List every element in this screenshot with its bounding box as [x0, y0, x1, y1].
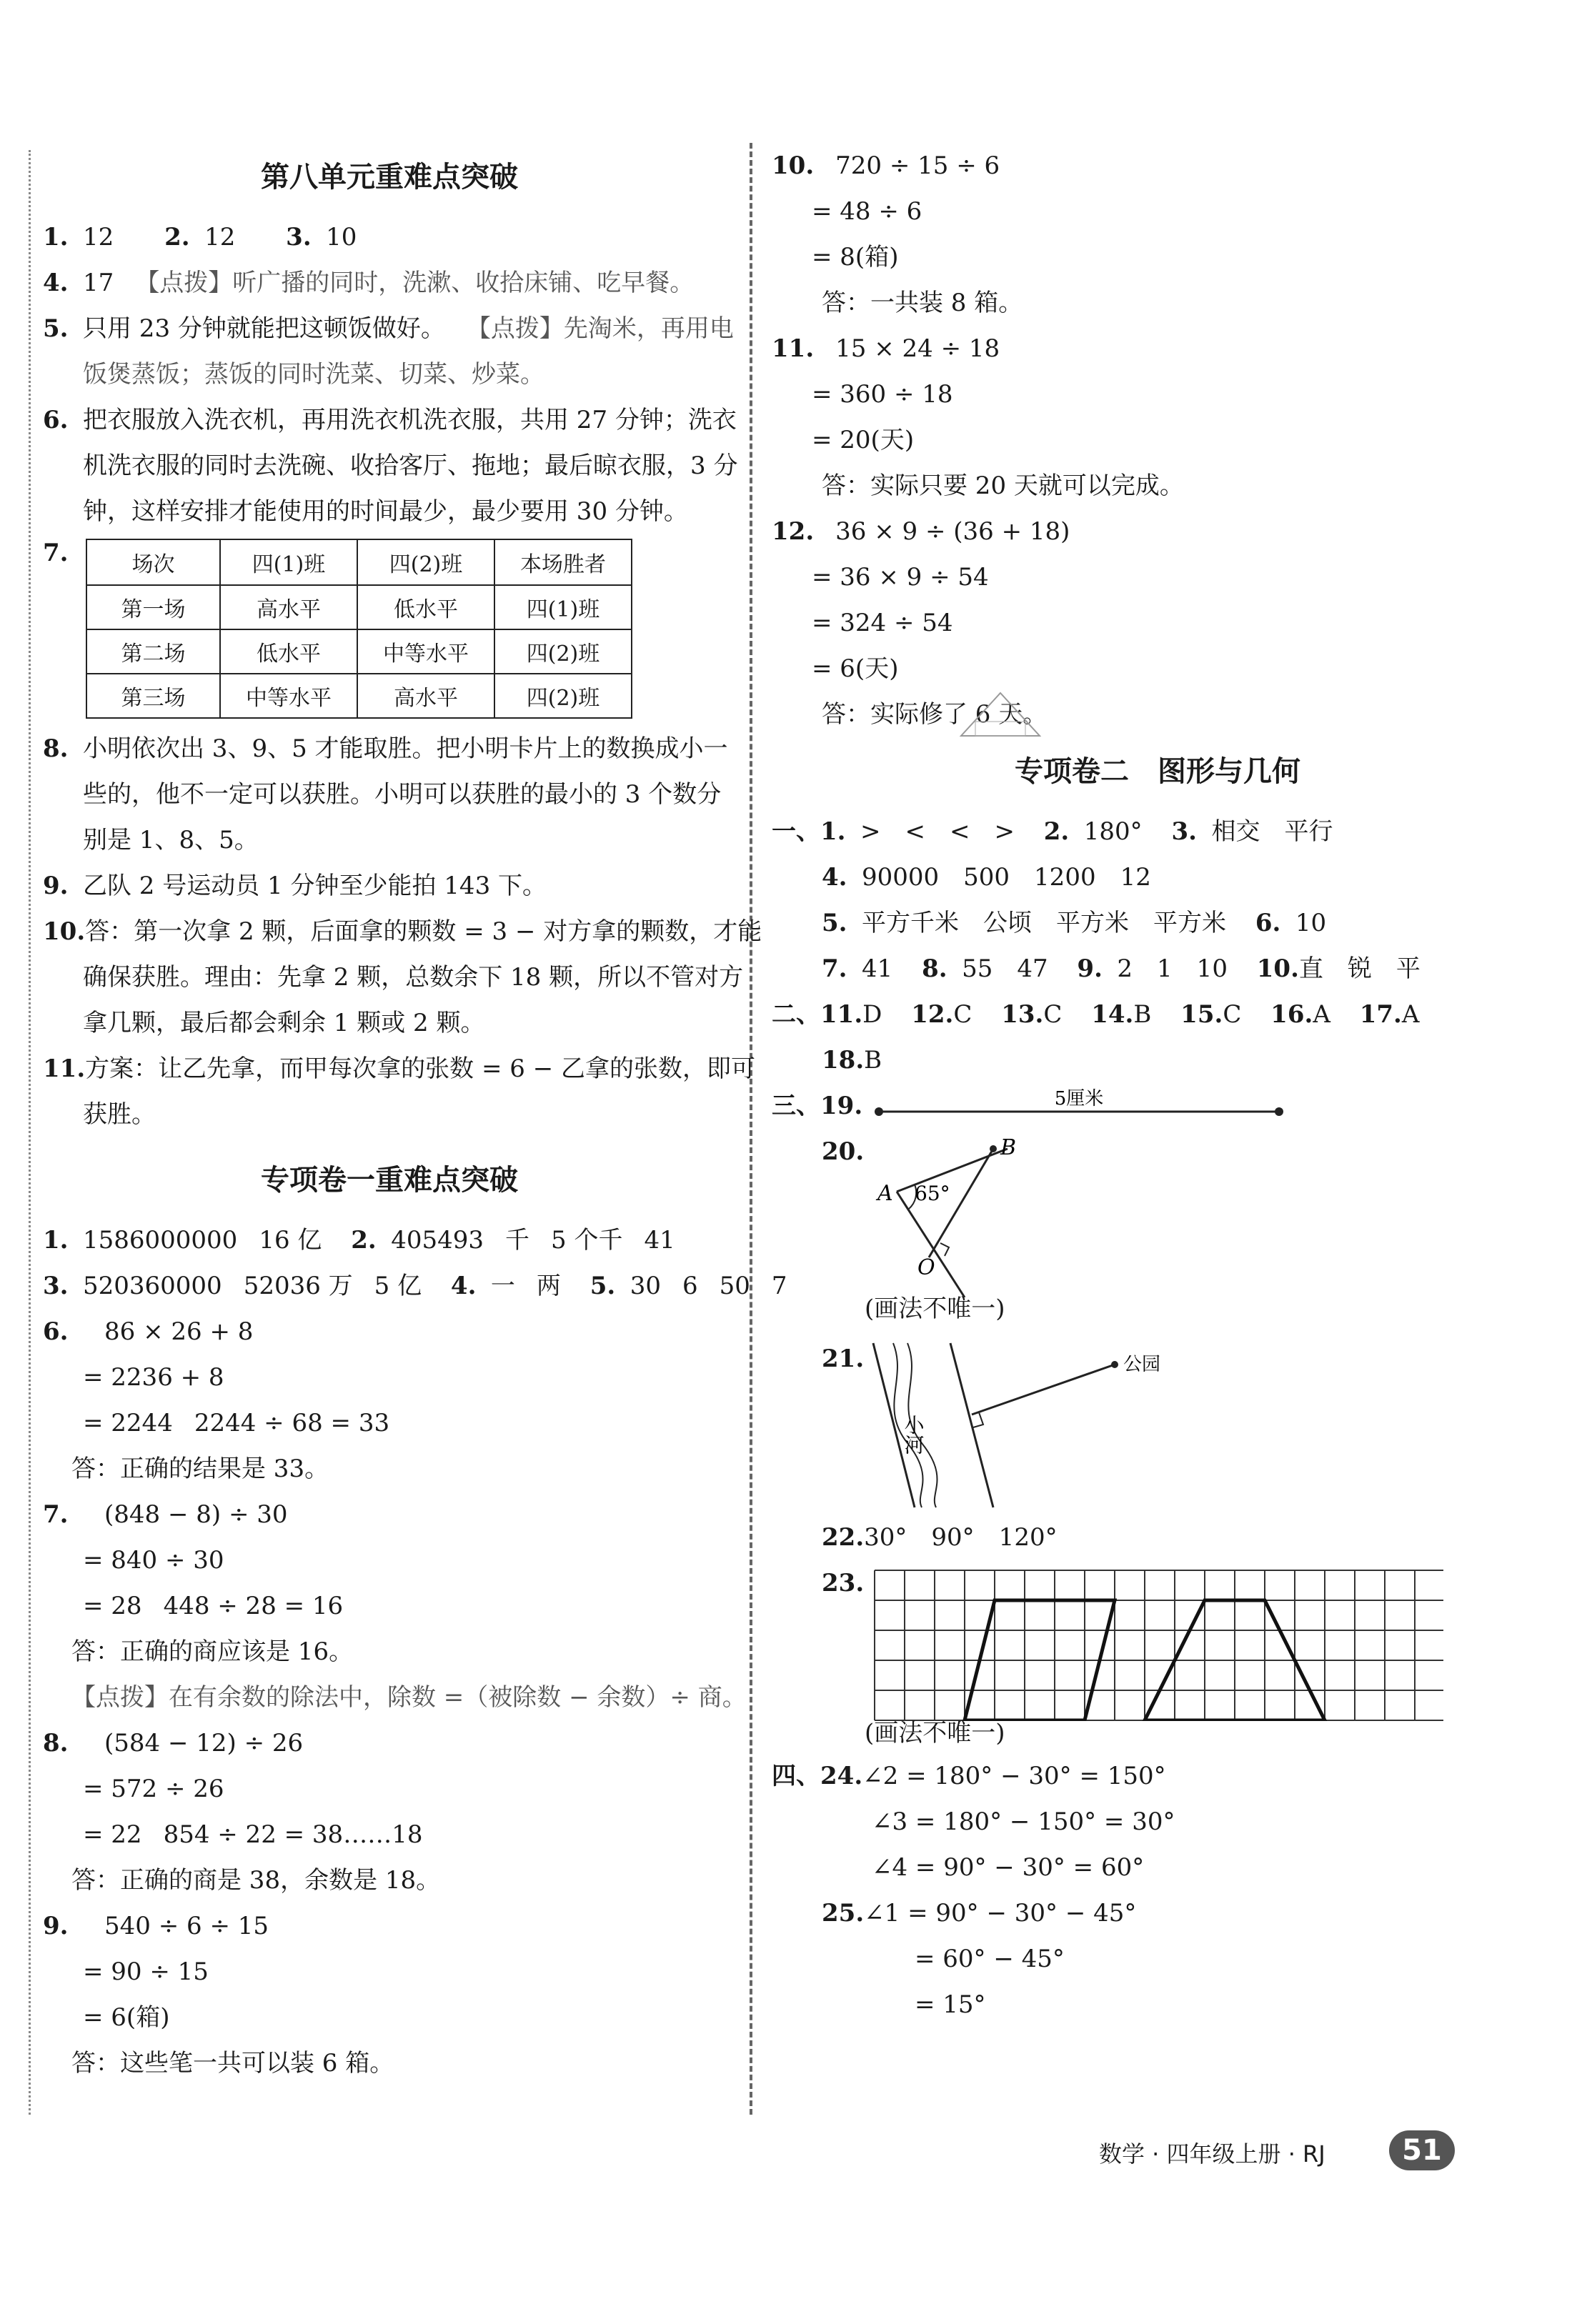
s1-answer-8: 8. (584 − 12) ÷ 26 — [43, 1729, 304, 1757]
column-divider — [750, 143, 752, 2115]
s1-6-answer: 答：正确的结果是 33。 — [71, 1455, 329, 1483]
table-header-cell: 四(2)班 — [357, 539, 494, 585]
answer-8: 8. 小明依次出 3、9、5 才能取胜。把小明卡片上的数换成小一 — [43, 734, 728, 763]
s1-answer-3-5: 3. 520360000 52036 万 5 亿 4. 一 两 5. 30 6 50 7 — [43, 1272, 787, 1300]
s2-answer-24: 四、24.∠2 = 180° − 30° = 150° — [772, 1762, 1166, 1790]
answer-11-line2: 获胜。 — [83, 1100, 156, 1129]
s1-answer-1-2: 1. 1586000000 16 亿 2. 405493 千 5 个千 41 — [43, 1226, 675, 1255]
answer-9: 9. 乙队 2 号运动员 1 分钟至少能拍 143 下。 — [43, 872, 547, 900]
answer-7: 7. 场次 四(1)班 四(2)班 本场胜者 第一场 高水平 低水平 四(1)班 第二场 低水平 中等水平 四(2)班 第三场 中等水平 高水平 四(2)班 — [43, 539, 736, 719]
park-label: 公园 — [1123, 1354, 1161, 1375]
point-o-label: O — [917, 1255, 935, 1280]
answer-4: 4. 17 【点拨】听广播的同时，洗漱、收拾床铺、吃早餐。 — [43, 269, 695, 297]
table-header-cell: 本场胜者 — [494, 539, 632, 585]
s1-12-answer: 答：实际修了 6 天。 — [822, 700, 1048, 729]
s1-6-step: = 2236 + 8 — [83, 1363, 224, 1392]
table-cell: 四(2)班 — [494, 629, 632, 674]
answer-8-line3: 别是 1、8、5。 — [83, 826, 259, 854]
s1-7-answer: 答：正确的商应该是 16。 — [71, 1637, 354, 1666]
s1-9-step: = 90 ÷ 15 — [83, 1958, 209, 1986]
s1-11-step: = 360 ÷ 18 — [812, 380, 953, 409]
table-cell: 高水平 — [357, 674, 494, 718]
s1-9-step: = 6(箱) — [83, 2003, 170, 2032]
s1-10-answer: 答：一共装 8 箱。 — [822, 289, 1023, 317]
table-cell: 中等水平 — [220, 674, 357, 718]
line-segment-figure — [872, 1083, 1358, 1129]
s2-part2-row2: 18.B — [822, 1046, 882, 1074]
s2-25-step: = 60° − 45° — [915, 1945, 1065, 1973]
answer-10-line2: 确保获胜。理由：先拿 2 颗，总数余下 18 颗，所以不管对方 — [83, 963, 744, 992]
table-cell: 低水平 — [220, 629, 357, 674]
s1-12-step: = 324 ÷ 54 — [812, 609, 953, 637]
table-header-cell: 场次 — [86, 539, 220, 585]
s1-answer-7: 7. (848 − 8) ÷ 30 — [43, 1500, 288, 1529]
answer-10: 10.答：第一次拿 2 颗，后面拿的颗数 = 3 − 对方拿的颗数，才能 — [43, 917, 762, 946]
answer-5-tip: 饭煲蒸饭；蒸饭的同时洗菜、切菜、炒菜。 — [83, 360, 544, 389]
river-park-figure — [872, 1336, 1243, 1515]
s1-answer-6: 6. 86 × 26 + 8 — [43, 1317, 254, 1346]
table-cell: 第三场 — [86, 674, 220, 718]
answer-11: 11.方案：让乙先拿，而甲每次拿的张数 = 6 − 乙拿的张数，即可 — [43, 1054, 755, 1083]
s2-part1-row4: 7. 41 8. 55 47 9. 2 1 10 10.直 锐 平 — [822, 954, 1421, 983]
unit8-title: 第八单元重难点突破 — [261, 160, 518, 194]
s1-answer-9: 9. 540 ÷ 6 ÷ 15 — [43, 1912, 269, 1940]
special2-title: 专项卷二 图形与几何 — [1015, 754, 1300, 788]
table-row — [86, 585, 632, 629]
table-row — [86, 629, 632, 674]
s2-part1-row1: 一、1. > < < > 2. 180° 3. 相交 平行 — [772, 817, 1333, 846]
s1-7-tip: 【点拨】在有余数的除法中，除数 =（被除数 − 余数）÷ 商。 — [71, 1683, 747, 1712]
table-cell: 四(1)班 — [494, 585, 632, 629]
s1-7-step: = 840 ÷ 30 — [83, 1546, 224, 1575]
table-cell: 低水平 — [357, 585, 494, 629]
answer-6-line2: 机洗衣服的同时去洗碗、收拾客厅、拖地；最后晾衣服，3 分 — [83, 452, 738, 480]
s1-10-step: = 48 ÷ 6 — [812, 197, 922, 226]
s2-answer-20: 20. A B O 65° (画法不唯一) — [772, 1129, 1543, 1336]
table-cell: 四(2)班 — [494, 674, 632, 718]
s1-12-step: = 6(天) — [812, 654, 899, 683]
s1-8-answer: 答：正确的商是 38，余数是 18。 — [71, 1866, 441, 1895]
table-cell: 中等水平 — [357, 629, 494, 674]
s2-23-note: (画法不唯一) — [865, 1719, 1005, 1747]
s2-answer-23: 23. (画法不唯一) — [772, 1560, 1543, 1753]
s1-7-step: = 28 448 ÷ 28 = 16 — [83, 1592, 344, 1620]
s2-20-note: (画法不唯一) — [865, 1295, 1005, 1323]
angle-figure — [872, 1129, 1158, 1300]
s2-answer-21: 21. 小河 公园 — [772, 1336, 1543, 1515]
table-header-cell: 四(1)班 — [220, 539, 357, 585]
answer-10-line3: 拿几颗，最后都会剩余 1 颗或 2 颗。 — [83, 1009, 485, 1037]
s1-9-answer: 答：这些笔一共可以装 6 箱。 — [71, 2049, 394, 2078]
table-row — [86, 674, 632, 718]
table-header-row — [86, 539, 632, 585]
point-b-label: B — [1000, 1135, 1017, 1160]
s2-answer-25: 25.∠1 = 90° − 30° − 45° — [822, 1899, 1137, 1927]
match-table — [86, 539, 632, 719]
river-label: 小河 — [901, 1415, 925, 1455]
segment-length-label: 5厘米 — [1054, 1088, 1104, 1109]
binding-margin-line — [29, 150, 31, 2115]
s1-10-step: = 8(箱) — [812, 243, 899, 271]
s1-8-step: = 22 854 ÷ 22 = 38……18 — [83, 1820, 423, 1849]
watermark-stamp — [954, 686, 1047, 750]
angle-65-label: 65° — [915, 1182, 950, 1205]
s2-answer-22: 22.30° 90° 120° — [822, 1523, 1058, 1552]
s2-24-step: ∠4 = 90° − 30° = 60° — [872, 1853, 1145, 1882]
point-a-label: A — [877, 1181, 893, 1206]
answer-1-3: 1. 12 2. 12 3. 10 — [43, 223, 357, 251]
s1-12-step: = 36 × 9 ÷ 54 — [812, 563, 989, 592]
right-column — [772, 143, 1543, 2028]
s2-part1-row3: 5. 平方千米 公顷 平方米 平方米 6. 10 — [822, 909, 1327, 937]
footer-subject: 数学 · 四年级上册 · RJ — [1099, 2140, 1325, 2168]
page-number-badge: 51 — [1389, 2130, 1455, 2170]
table-cell: 第一场 — [86, 585, 220, 629]
s1-answer-10: 10. 720 ÷ 15 ÷ 6 — [772, 151, 1000, 180]
grid-figure — [872, 1567, 1443, 1721]
s1-answer-12: 12. 36 × 9 ÷ (36 + 18) — [772, 517, 1070, 546]
s2-part1-row2: 4. 90000 500 1200 12 — [822, 863, 1151, 892]
s1-answer-11: 11. 15 × 24 ÷ 18 — [772, 334, 1000, 363]
s1-8-step: = 572 ÷ 26 — [83, 1775, 224, 1803]
s2-24-step: ∠3 = 180° − 150° = 30° — [872, 1807, 1175, 1836]
table-cell: 第二场 — [86, 629, 220, 674]
special1-title: 专项卷一重难点突破 — [261, 1163, 518, 1197]
s1-6-step: = 2244 2244 ÷ 68 = 33 — [83, 1409, 390, 1437]
s1-11-step: = 20(天) — [812, 426, 915, 454]
table-cell: 高水平 — [220, 585, 357, 629]
s2-answer-19: 三、19. 5厘米 — [772, 1083, 1543, 1129]
answer-5: 5. 只用 23 分钟就能把这顿饭做好。 【点拨】先淘米，再用电 — [43, 314, 734, 343]
s2-part2-row1: 二、11.D 12.C 13.C 14.B 15.C 16.A 17.A — [772, 1000, 1420, 1029]
s2-25-step: = 15° — [915, 1990, 986, 2019]
answer-6: 6. 把衣服放入洗衣机，再用洗衣机洗衣服，共用 27 分钟；洗衣 — [43, 406, 737, 434]
left-column — [43, 143, 787, 2086]
s1-11-answer: 答：实际只要 20 天就可以完成。 — [822, 472, 1184, 500]
answer-8-line2: 些的，他不一定可以获胜。小明可以获胜的最小的 3 个数分 — [83, 780, 722, 809]
answer-6-line3: 钟，这样安排才能使用的时间最少，最少要用 30 分钟。 — [83, 497, 688, 526]
